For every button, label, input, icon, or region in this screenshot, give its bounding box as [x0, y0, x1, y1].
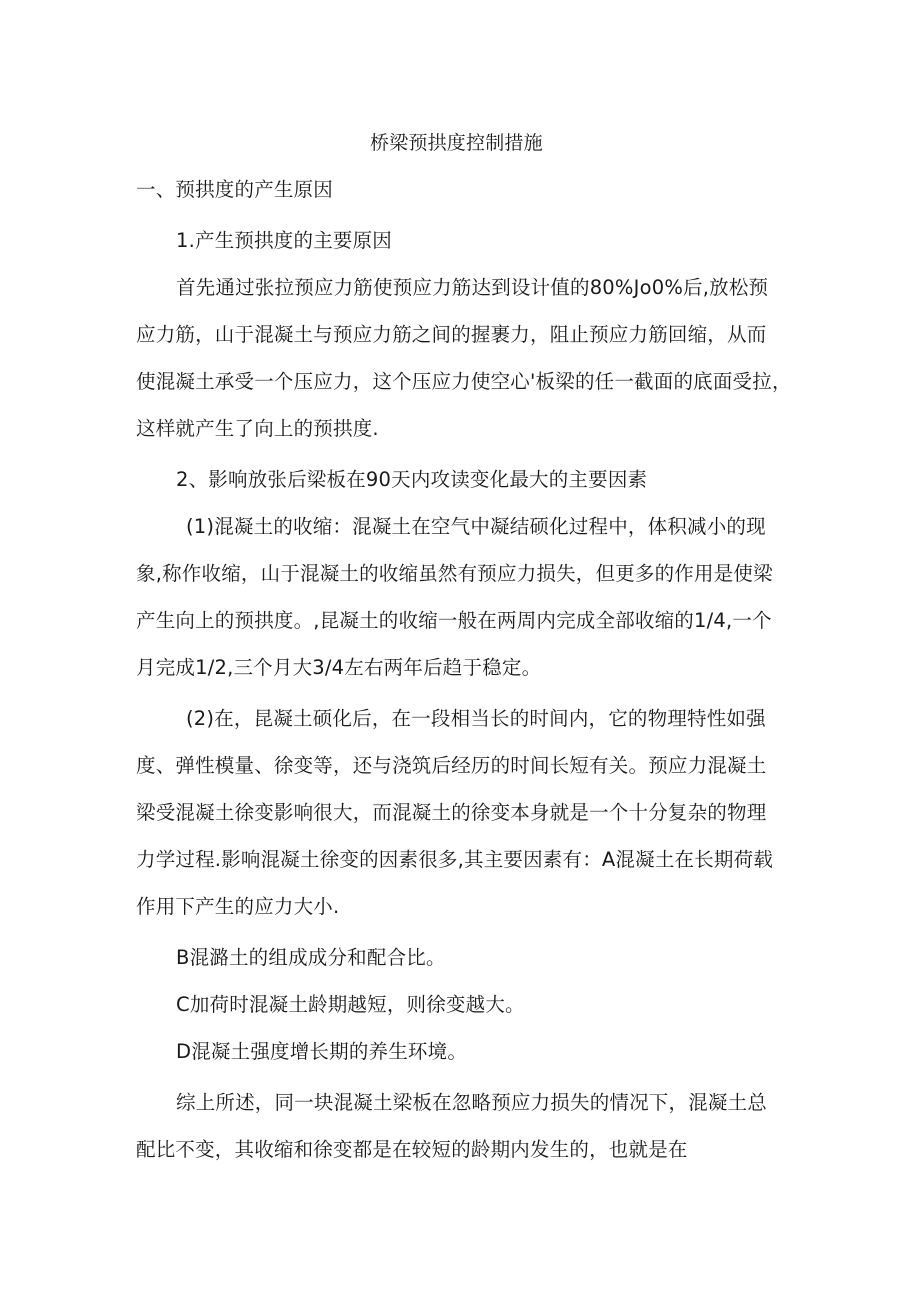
paragraph-3-line-4: 力学过程.影响混凝土徐变的因素很多,其主要因素有：A混凝土在长期荷载 [136, 848, 774, 871]
paragraph-1-line-2: 应力筋，山于混凝土与预应力筋之间的握裹力，阻止预应力筋回缩，从而 [136, 323, 767, 346]
paragraph-2-line-4: 月完成1/2,三个月大3/4左右两年后趋于稳定。 [136, 656, 542, 679]
paragraph-2-line-3: 产生向上的预拱度。,昆凝土的收缩一般在两周内完成全部收缩的1/4,一个 [136, 609, 772, 632]
paragraph-4-line-2: 配比不变，其收缩和徐变都是在较短的龄期内发生的，也就是在 [136, 1138, 688, 1161]
paragraph-1-line-1: 首先通过张拉预应力筋使预应力筋达到设计值的80%Jo0%后,放松预 [176, 276, 769, 299]
document-title: 桥梁预拱度控制措施 [370, 132, 543, 154]
paragraph-4-line-1: 综上所述，同一块混凝土梁板在忽略预应力损失的情况下，混凝土总 [176, 1091, 768, 1114]
paragraph-2-line-2: 象,称作收缩，山于混凝土的收缩虽然有预应力损失，但更多的作用是使梁 [136, 562, 773, 585]
paragraph-2-line-1: (1)混凝土的收缩：混凝土在空气中凝结硕化过程中，体积减小的现 [186, 515, 766, 538]
paragraph-3-line-5: 作用下产生的应力大小. [136, 895, 340, 918]
subsection-heading-2: 2、影响放张后梁板在90天内攻读变化最大的主要因素 [176, 468, 648, 491]
list-item-b: B混潞土的组成成分和配合比。 [176, 946, 446, 969]
paragraph-1-line-3: 使混凝土承受一个压应力，这个压应力使空心'板梁的任一截面的底面受拉， [136, 370, 792, 393]
paragraph-1-line-4: 这样就产生了向上的预拱度. [136, 417, 379, 440]
paragraph-3-line-3: 梁受混凝土徐变影响很大，而混凝土的徐变本身就是一个十分复杂的物理 [136, 801, 767, 824]
list-item-c: C加荷时混凝土龄期越短，则徐变越大。 [176, 993, 525, 1016]
section-heading: 一、预拱度的产生原因 [136, 178, 334, 201]
list-item-d: D混凝土强度增长期的养生环境。 [176, 1040, 468, 1063]
subsection-heading-1: 1.产生预拱度的主要原因 [176, 229, 393, 252]
paragraph-3-line-1: (2)在，昆凝土硕化后，在一段相当长的时间内，它的物理特性如强 [186, 707, 766, 730]
paragraph-3-line-2: 度、弹性模量、徐变等，还与浇筑后经历的时间长短有关。预应力混凝土 [136, 754, 767, 777]
